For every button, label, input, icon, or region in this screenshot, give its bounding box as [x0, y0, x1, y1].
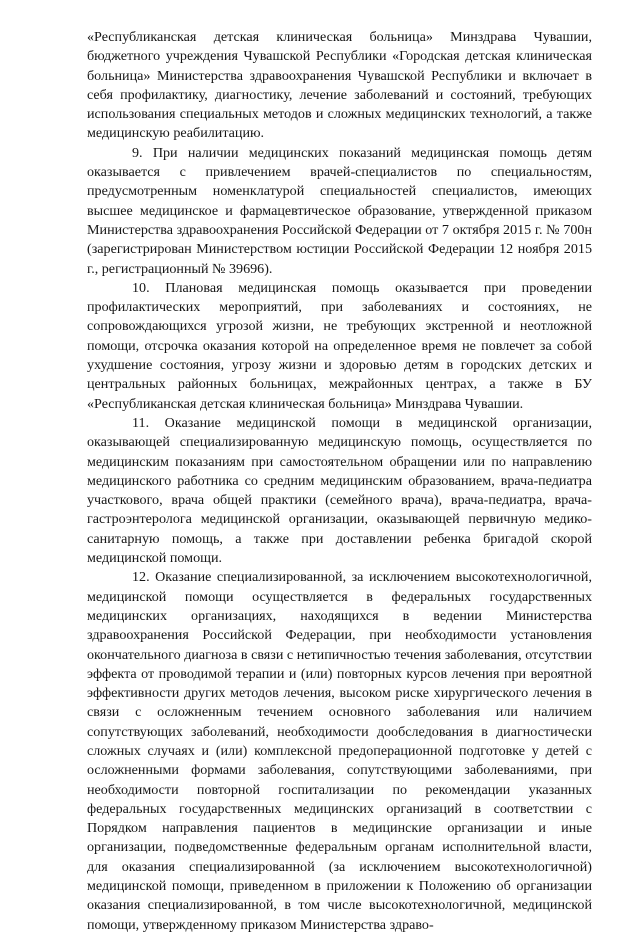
paragraph-continuation: «Республиканская детская клиническая больница» Минздрава Чувашии, бюджетного учреждения Чувашской Республики «Городская детская клиническая больница» Министерства здравоохранения Чувашской Республики и включает в себя профилактику, диагностику, лечение заболеваний и состояний, требующих использования специальных методов и сложных медицинских технологий, а также медицинскую реабилитацию.: [87, 29, 592, 142]
paragraph-item-12: 12. Оказание специализированной, за исключением высокотехнологичной, медицинской помощи осуществляется в федеральных государственных медицинских организациях, находящихся в ведении Министерства здравоохранения Российской Федерации, при необходимости установления окончательного диагноза в связи с нетипичностью течения заболевания, отсутствии эффекта от проводимой терапии и (или) повторных курсов лечения при вероятной эффективности других методов лечения, высоком риске хирургического лечения в связи с осложненным течением основного заболевания или наличием сопутствующих заболеваний, необходимости дообследования в диагностически сложных случаях и (или) комплексной предоперационной подготовке у детей с осложненными формами заболевания, сопутствующими заболеваниями, при необходимости повторной госпитализации по рекомендации указанных федеральных государственных медицинских организаций в соответствии с Порядком направления пациентов в медицинские организации и иные организации, подведомственные федеральным органам исполнительной власти, для оказания специализированной (за исключением высокотехнологичной) медицинской помощи, приведенном в приложении к Положению об организации оказания специализированной, в том числе высокотехнологичной, медицинской помощи, утвержденному приказом Министерства здраво-: [87, 569, 592, 933]
paragraph-item-11: 11. Оказание медицинской помощи в медицинской организации, оказывающей специализированную медицинскую помощь, осуществляется по медицинским показаниям при самостоятельном обращении или по направлению медицинского работника со средним медицинским образованием, врача-педиатра участкового, врача общей практики (семейного врача), врача-педиатра, врача-гастроэнтеролога медицинской организации, оказывающей первичную медико-санитарную помощь, а также при доставлении ребенка бригадой скорой медицинской помощи.: [87, 414, 592, 567]
paragraph-item-9: 9. При наличии медицинских показаний медицинская помощь детям оказывается с привлечением врачей-специалистов по специальностям, предусмотренным номенклатурой специальностей специалистов, имеющих высшее медицинское и фармацевтическое образование, утвержденной приказом Министерства здравоохранения Российской Федерации от 7 октября 2015 г. № 700н (зарегистрирован Министерством юстиции Российской Федерации 12 ноября 2015 г., регистрационный № 39696).: [87, 144, 592, 277]
document-body: [87, 28, 592, 935]
paragraph-item-10: 10. Плановая медицинская помощь оказывается при проведении профилактических мероприятий, при заболеваниях и состояниях, не сопровождающихся угрозой жизни, не требующих экстренной и неотложной помощи, отсрочка оказания которой на определенное время не повлечет за собой ухудшение состояния, угрозу жизни и здоровью детям в городских детских и центральных районных больницах, межрайонных центрах, а также в БУ «Республиканская детская клиническая больница» Минздрава Чувашии.: [87, 279, 592, 412]
